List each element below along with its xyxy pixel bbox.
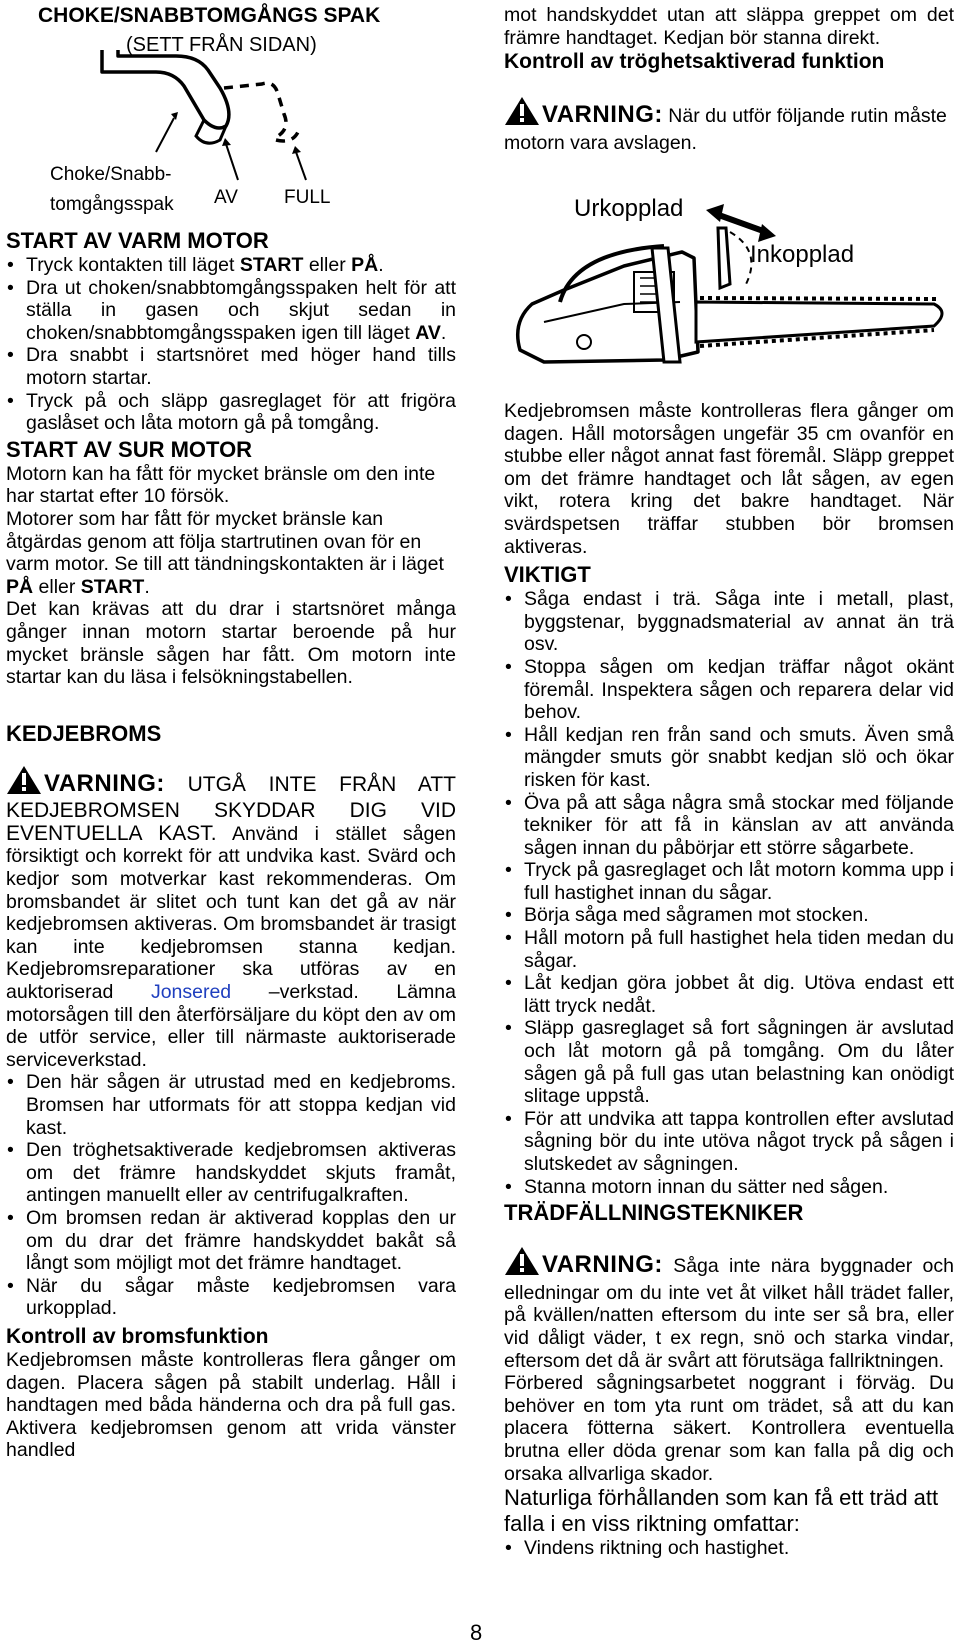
warm-start-list [6, 254, 456, 435]
inertia-check-heading: Kontroll av tröghetsaktiverad funktion [504, 50, 885, 74]
brake-check-paragraph: Kedjebromsen måste kontrolleras flera gånger om dagen. Placera sågen på stabilt underlag. Håll i handtagen med båda händerna och dra på full gas. Aktivera kedjebromsen genom att vrida vänster handled [6, 1348, 456, 1462]
felling-heading: TRÄDFÄLLNINGSTEKNIKER [504, 1200, 804, 1226]
list-item: • Vindens riktning och hastighet. [504, 1537, 954, 1560]
choke-heading: CHOKE/SNABBTOMGÅNGS SPAK [38, 4, 381, 27]
warm-start-heading: START AV VARM MOTOR [6, 228, 269, 253]
inertia-paragraph: Kedjebromsen måste kontrolleras flera gånger om dagen. Håll motorsågen ungefär 35 cm ovanför en stubbe eller något annat fast föremål. Släpp greppet om det främre handtaget och låt sågen, av egen vikt, rotera kring det bakre handtaget. När svärdspetsen träffar stubben bör bromsen aktiveras. [504, 400, 954, 558]
list-item: • Håll kedjan ren från sand och smuts. Även små mängder smuts gör snabbt kedjan slö och ökar risken för kast. [504, 724, 954, 792]
list-item: • Öva på att såga några små stockar med följande tekniker för att få in känslan av att använda sågen innan du påbörjar ett större sågarbete. [504, 792, 954, 860]
chainsaw-brake-diagram [504, 192, 954, 392]
chain-brake-list [6, 1071, 456, 1320]
inertia-warning: VARNING: När du utför följande rutin måste motorn vara avslagen. [504, 96, 954, 154]
page-number: 8 [470, 1620, 483, 1645]
choke-full-label: FULL [284, 187, 331, 208]
warning-triangle-icon [504, 96, 540, 132]
list-item: • Stoppa sågen om kedjan träffar något okänt föremål. Inspektera sågen och reparera delar vid behov. [504, 656, 954, 724]
list-item: • Den här sågen är utrustad med en kedjebroms. Bromsen har utformats för att stoppa kedjan vid kast. [6, 1071, 456, 1139]
disengaged-label: Urkopplad [574, 195, 684, 222]
list-item: • Dra ut choken/snabbtomgångsspaken helt för att ställa in gasen och skjut sedan in choken/snabbtomgångsspaken igen till läget AV. [6, 277, 456, 345]
flooded-paragraph-2: Motorer som har fått för mycket bränsle kan åtgärdas genom att följa startrutinen ovan för en varm motor. Se till att tändningskontakten är i läget PÅ eller START. [6, 507, 444, 598]
important-heading: VIKTIGT [504, 562, 591, 588]
natural-conditions-list [504, 1537, 954, 1560]
list-item: • Låt kedjan göra jobbet åt dig. Utöva endast ett lätt tryck nedåt. [504, 972, 954, 1017]
list-item: • För att undvika att tappa kontrollen efter avslutad sågning bör du inte utöva något tryck på sågen i slutskedet av sågningen. [504, 1108, 954, 1176]
choke-lever-label-line1: Choke/Snabb- [50, 164, 172, 185]
chain-brake-warning: VARNING: UTGÅ INTE FRÅN ATT KEDJEBROMSEN SKYDDAR DIG VID EVENTUELLA KAST. Använd i stället sågen försiktigt och korrekt för att undvika kast. Svärd och kedjor som motverkar kast rekommenderas. Om bromsbandet är slitet och tunt kan det gå av när kedjebromsen aktiveras. Om bromsbandet är trasigt kan inte kedjebromsen stanna kedjan. Kedjebromsreparationer ska utföras av en auktoriserad Jonsered –verkstad. Lämna motorsågen till den återförsäljare du köpt den av om de utför service, eller till närmaste auktoriserade serviceverkstad. [6, 765, 456, 1072]
flooded-start-heading: START AV SUR MOTOR [6, 436, 253, 462]
brake-check-paragraph-continued: mot handskyddet utan att släppa greppet om det främre handtaget. Kedjan bör stanna direkt. [504, 4, 954, 49]
chain-brake-heading: KEDJEBROMS [6, 720, 162, 746]
list-item: • När du sågar måste kedjebromsen vara urkopplad. [6, 1275, 456, 1320]
list-item: • Såga endast i trä. Såga inte i metall, plast, byggstenar, byggnadsmaterial av annat än trä osv. [504, 588, 954, 656]
list-item: • Tryck på och släpp gasreglaget för att frigöra gaslåset och låta motorn gå på tomgång. [6, 390, 456, 435]
choke-lever-diagram [6, 40, 456, 220]
list-item: • Tryck kontakten till läget START eller PÅ. [6, 254, 456, 277]
list-item: • Om bromsen redan är aktiverad kopplas den ur om du drar det främre handskyddet bakåt så långt som möjligt mot det främre handtaget. [6, 1207, 456, 1275]
brake-check-heading: Kontroll av bromsfunktion [6, 1324, 269, 1348]
list-item: • Börja såga med sågramen mot stocken. [504, 904, 954, 927]
list-item: • Håll motorn på full hastighet hela tiden medan du sågar. [504, 927, 954, 972]
flooded-paragraph-3: Det kan krävas att du drar i startsnöret många gånger innan motorn startar beroende på hur mycket bränsle sågen har fått. Om motorn inte startar kan du läsa i felsökningstabellen. [6, 598, 456, 689]
flooded-paragraph-1: Motorn kan ha fått för mycket bränsle om den inte har startat efter 10 försök. [6, 462, 436, 508]
warning-triangle-icon [504, 1246, 540, 1282]
choke-subheading: (SETT FRÅN SIDAN) [126, 34, 317, 56]
engaged-label: Inkopplad [750, 241, 855, 268]
choke-lever-label-line2: tomgångsspak [50, 194, 174, 215]
warning-triangle-icon [6, 765, 42, 801]
brand-name: Jonsered [150, 981, 232, 1004]
list-item: • Släpp gasreglaget så fort sågningen är avslutad och låt motorn gå på tomgång. Om du låter sågen gå på full gas utan belastning kan onödigt slitage uppstå. [504, 1017, 954, 1107]
felling-paragraph: Förbered sågningsarbetet noggrant i förväg. Du behöver en tom yta runt om trädet, så att du kan placera fötterna säkert. Kontrollera eventuella brutna eller döda grenar som kan falla på dig och orsaka allvarliga skador. [504, 1372, 954, 1485]
list-item: • Dra snabbt i startsnöret med höger hand tills motorn startar. [6, 344, 456, 389]
important-list [504, 588, 954, 1198]
felling-warning: VARNING: Såga inte nära byggnader och elledningar om du inte vet åt vilket håll trädet faller, på kvällen/natten eftersom du inte ser så bra, eller vid dåligt väder, t ex regn, snö och starka vindar, eftersom det då är svårt att förutsäga fallriktningen. [504, 1246, 954, 1372]
list-item: • Tryck på gasreglaget och låt motorn komma upp i full hastighet innan du sågar. [504, 859, 954, 904]
choke-off-label: AV [214, 187, 238, 208]
natural-conditions-heading: Naturliga förhållanden som kan få ett träd att falla i en viss riktning omfattar: [504, 1485, 939, 1537]
list-item: • Stanna motorn innan du sätter ned sågen. [504, 1176, 954, 1199]
list-item: • Den tröghetsaktiverade kedjebromsen aktiveras om det främre handskyddet skjuts framåt, antingen manuellt eller av centrifugalkraften. [6, 1139, 456, 1207]
